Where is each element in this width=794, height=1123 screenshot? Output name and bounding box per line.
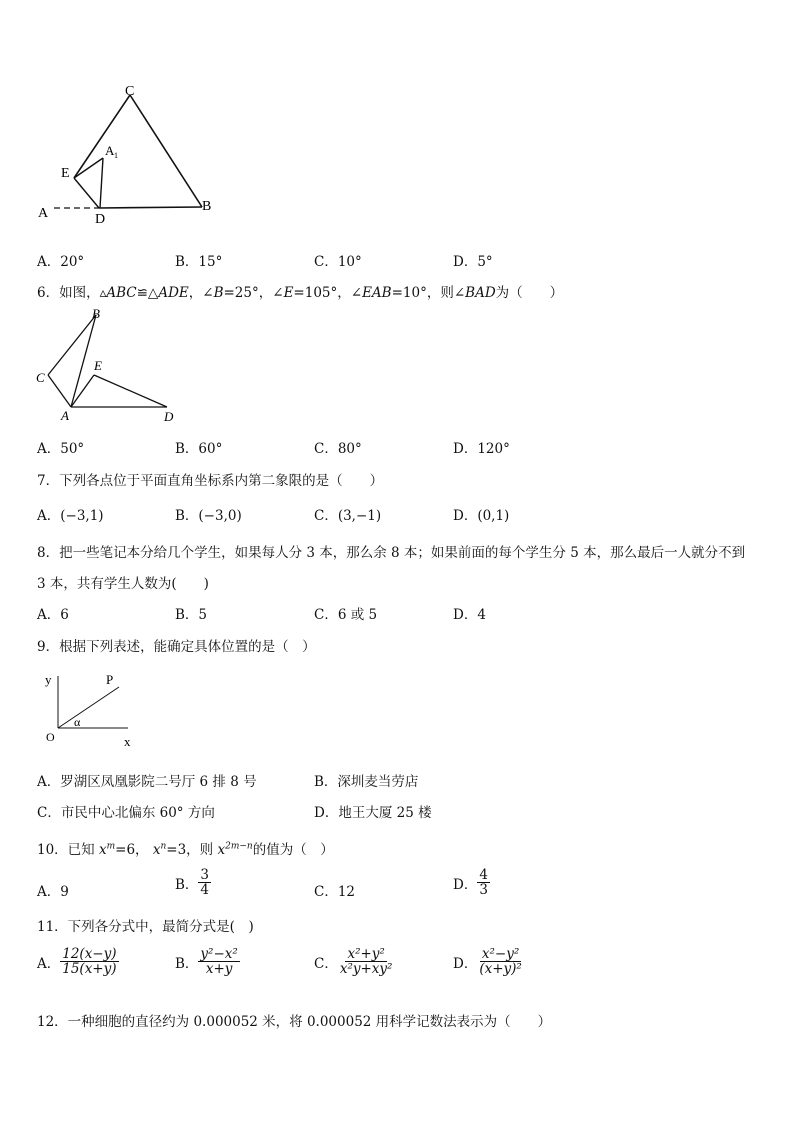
- q7-option-b: B．(−3,0): [175, 508, 242, 524]
- polar-angle-figure: [40, 668, 150, 754]
- q10-stem: 10．已知 $x^m=6$， $x^n=3$，则 $x^{2m-n}$的值为（ ）: [37, 841, 334, 858]
- q5-option-c: C．10°: [314, 254, 362, 270]
- q6-option-d: D．120°: [453, 441, 510, 457]
- label-y: y: [45, 672, 52, 687]
- q6-option-a: A．50°: [37, 441, 85, 457]
- q5-option-b: B．15°: [175, 254, 223, 270]
- label-D: D: [164, 409, 174, 424]
- q7-option-d: D．(0,1): [453, 508, 510, 524]
- label-C: C: [125, 84, 135, 99]
- label-A: A: [61, 408, 69, 423]
- label-C: C: [36, 370, 45, 385]
- q9-option-d: D．地王大厦 25 楼: [314, 805, 432, 821]
- q9-option-c: C．市民中心北偏东 60° 方向: [37, 805, 215, 821]
- q7-stem: 7．下列各点位于平面直角坐标系内第二象限的是（ ）: [37, 473, 384, 489]
- q10-option-a: A．9: [37, 884, 69, 900]
- label-A: A: [38, 206, 49, 221]
- q6-option-b: B．60°: [175, 441, 223, 457]
- q11-stem: 11．下列各分式中，最简分式是( ): [37, 919, 254, 935]
- label-A1-sub: 1: [114, 151, 118, 160]
- q9-stem: 9．根据下列表述，能确定具体位置的是（ ）: [37, 639, 316, 655]
- label-E: E: [94, 358, 102, 373]
- q10-option-d: D． $\frac{4}{3}$: [453, 867, 488, 899]
- q6-stem: 6．如图，▵ABC≌△ADE，∠B=25°，∠E=105°，∠EAB=10°，则∠BAD为（ ）: [37, 285, 564, 301]
- label-P: P: [106, 672, 114, 687]
- q8-stem-line2: 3 本，共有学生人数为( ): [37, 576, 209, 592]
- q12-stem: 12．一种细胞的直径约为 0.000052 米，将 0.000052 用科学记数法表示为（ ）: [37, 1014, 552, 1030]
- q9-option-a: A．罗湖区凤凰影院二号厅 6 排 8 号: [37, 774, 257, 790]
- q11-option-d: D． $\frac{\text{x²−y²}}{\text{(x+y)²}}$: [453, 946, 522, 978]
- q6-option-c: C．80°: [314, 441, 362, 457]
- q11-option-b: B． $\frac{\text{y²−x²}}{x+y}$: [175, 946, 238, 978]
- q8-option-d: D．4: [453, 607, 486, 623]
- q8-option-a: A．6: [37, 607, 69, 623]
- q10-option-c: C．12: [314, 884, 356, 900]
- q8-option-b: B．5: [175, 607, 208, 623]
- q11-option-a: A． $\frac{12(x-y)}{15(x+y)}$: [37, 946, 117, 978]
- label-E: E: [61, 166, 70, 181]
- q8-option-c: C．6 或 5: [314, 607, 378, 623]
- q8-stem-line1: 8．把一些笔记本分给几个学生，如果每人分 3 本，那么余 8 本；如果前面的每个学生分 5 本，那么最后一人就分不到: [37, 545, 746, 561]
- triangle-fold-figure: [30, 82, 230, 232]
- congruent-triangles-figure: [30, 305, 190, 425]
- label-B: B: [202, 199, 212, 214]
- label-D: D: [95, 212, 106, 227]
- q5-option-d: D．5°: [453, 254, 493, 270]
- q9-option-b: B．深圳麦当劳店: [314, 774, 419, 790]
- q11-option-c: C． $\frac{\text{x²+y²}}{\text{x²y+xy²}}$: [314, 946, 393, 978]
- q7-option-c: C．(3,−1): [314, 508, 382, 524]
- q10-option-b: B． $\frac{3}{4}$: [175, 867, 210, 899]
- label-alpha: α: [74, 715, 81, 729]
- q7-option-a: A．(−3,1): [37, 508, 104, 524]
- label-A1: A: [105, 143, 115, 158]
- q5-option-a: A．20°: [37, 254, 85, 270]
- label-B: B: [92, 306, 100, 321]
- label-x: x: [124, 734, 131, 749]
- label-O: O: [46, 730, 55, 744]
